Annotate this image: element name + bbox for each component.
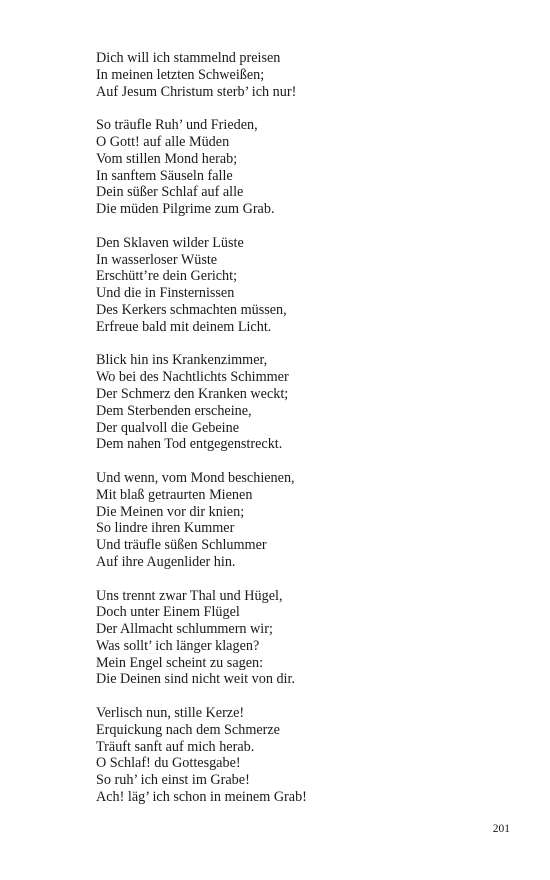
poem-line: Ach! läg’ ich schon in meinem Grab! [96, 789, 307, 806]
poem-line: Dem Sterbenden erscheine, [96, 402, 252, 419]
poem-line: Verlisch nun, stille Kerze! [96, 705, 245, 722]
poem-line: Die Deinen sind nicht weit von dir. [96, 671, 295, 688]
poem-line: Uns trennt zwar Thal und Hügel, [96, 587, 283, 604]
poem-line: Dich will ich stammelnd preisen [96, 50, 281, 66]
stanza-2 [96, 117, 516, 218]
poem-line: Auf ihre Augenlider hin. [96, 553, 236, 570]
poem-line: In wasserloser Wüste [96, 251, 218, 268]
stanza-6 [96, 588, 516, 689]
poem-line: Vom stillen Mond herab; [96, 150, 238, 167]
stanza-5 [96, 470, 516, 571]
poem-line: Dein süßer Schlaf auf alle [96, 184, 244, 201]
poem-line: Erschütt’re dein Gericht; [96, 268, 238, 285]
poem-line: Und die in Finsternissen [96, 285, 235, 302]
poem-line: Die Meinen vor dir knien; [96, 503, 245, 520]
poem-line: Wo bei des Nachtlichts Schimmer [96, 369, 289, 386]
poem-line: O Schlaf! du Gottesgabe! [96, 755, 241, 772]
poem-line: Dem nahen Tod entgegenstreckt. [96, 436, 283, 453]
poem-line: Erfreue bald mit deinem Licht. [96, 318, 272, 335]
stanza-1 [96, 50, 516, 100]
poem-body [96, 50, 516, 823]
poem-line: Mein Engel scheint zu sagen: [96, 654, 264, 671]
poem-line: Was sollt’ ich länger klagen? [96, 637, 260, 654]
poem-line: So ruh’ ich einst im Grabe! [96, 772, 250, 789]
poem-line: Blick hin ins Krankenzimmer, [96, 352, 268, 369]
poem-line: So träufle Ruh’ und Frieden, [96, 117, 258, 134]
poem-line: Des Kerkers schmachten müssen, [96, 301, 287, 318]
poem-line: Mit blaß getraurten Mienen [96, 486, 253, 503]
poem-line: So lindre ihren Kummer [96, 520, 235, 537]
poem-line: In sanftem Säuseln falle [96, 167, 233, 184]
poem-line: Erquickung nach dem Schmerze [96, 721, 280, 738]
poem-line: Der Schmerz den Kranken weckt; [96, 385, 289, 402]
poem-line: Den Sklaven wilder Lüste [96, 234, 244, 251]
poem-line: Doch unter Einem Flügel [96, 604, 240, 621]
poem-line: Und wenn, vom Mond beschienen, [96, 469, 295, 486]
page-number: 201 [492, 823, 510, 835]
poem-line: Und träufle süßen Schlummer [96, 537, 267, 554]
poem-line: In meinen letzten Schweißen; [96, 66, 265, 83]
poem-line: Träuft sanft auf mich herab. [96, 738, 255, 755]
poem-line: Die müden Pilgrime zum Grab. [96, 201, 275, 218]
poem-line: Auf Jesum Christum sterb’ ich nur! [96, 83, 297, 100]
stanza-7 [96, 705, 516, 806]
poem-line: O Gott! auf alle Müden [96, 133, 230, 150]
stanza-3 [96, 235, 516, 336]
poem-line: Der Allmacht schlummern wir; [96, 621, 273, 638]
stanza-4 [96, 352, 516, 453]
poem-line: Der qualvoll die Gebeine [96, 419, 240, 436]
